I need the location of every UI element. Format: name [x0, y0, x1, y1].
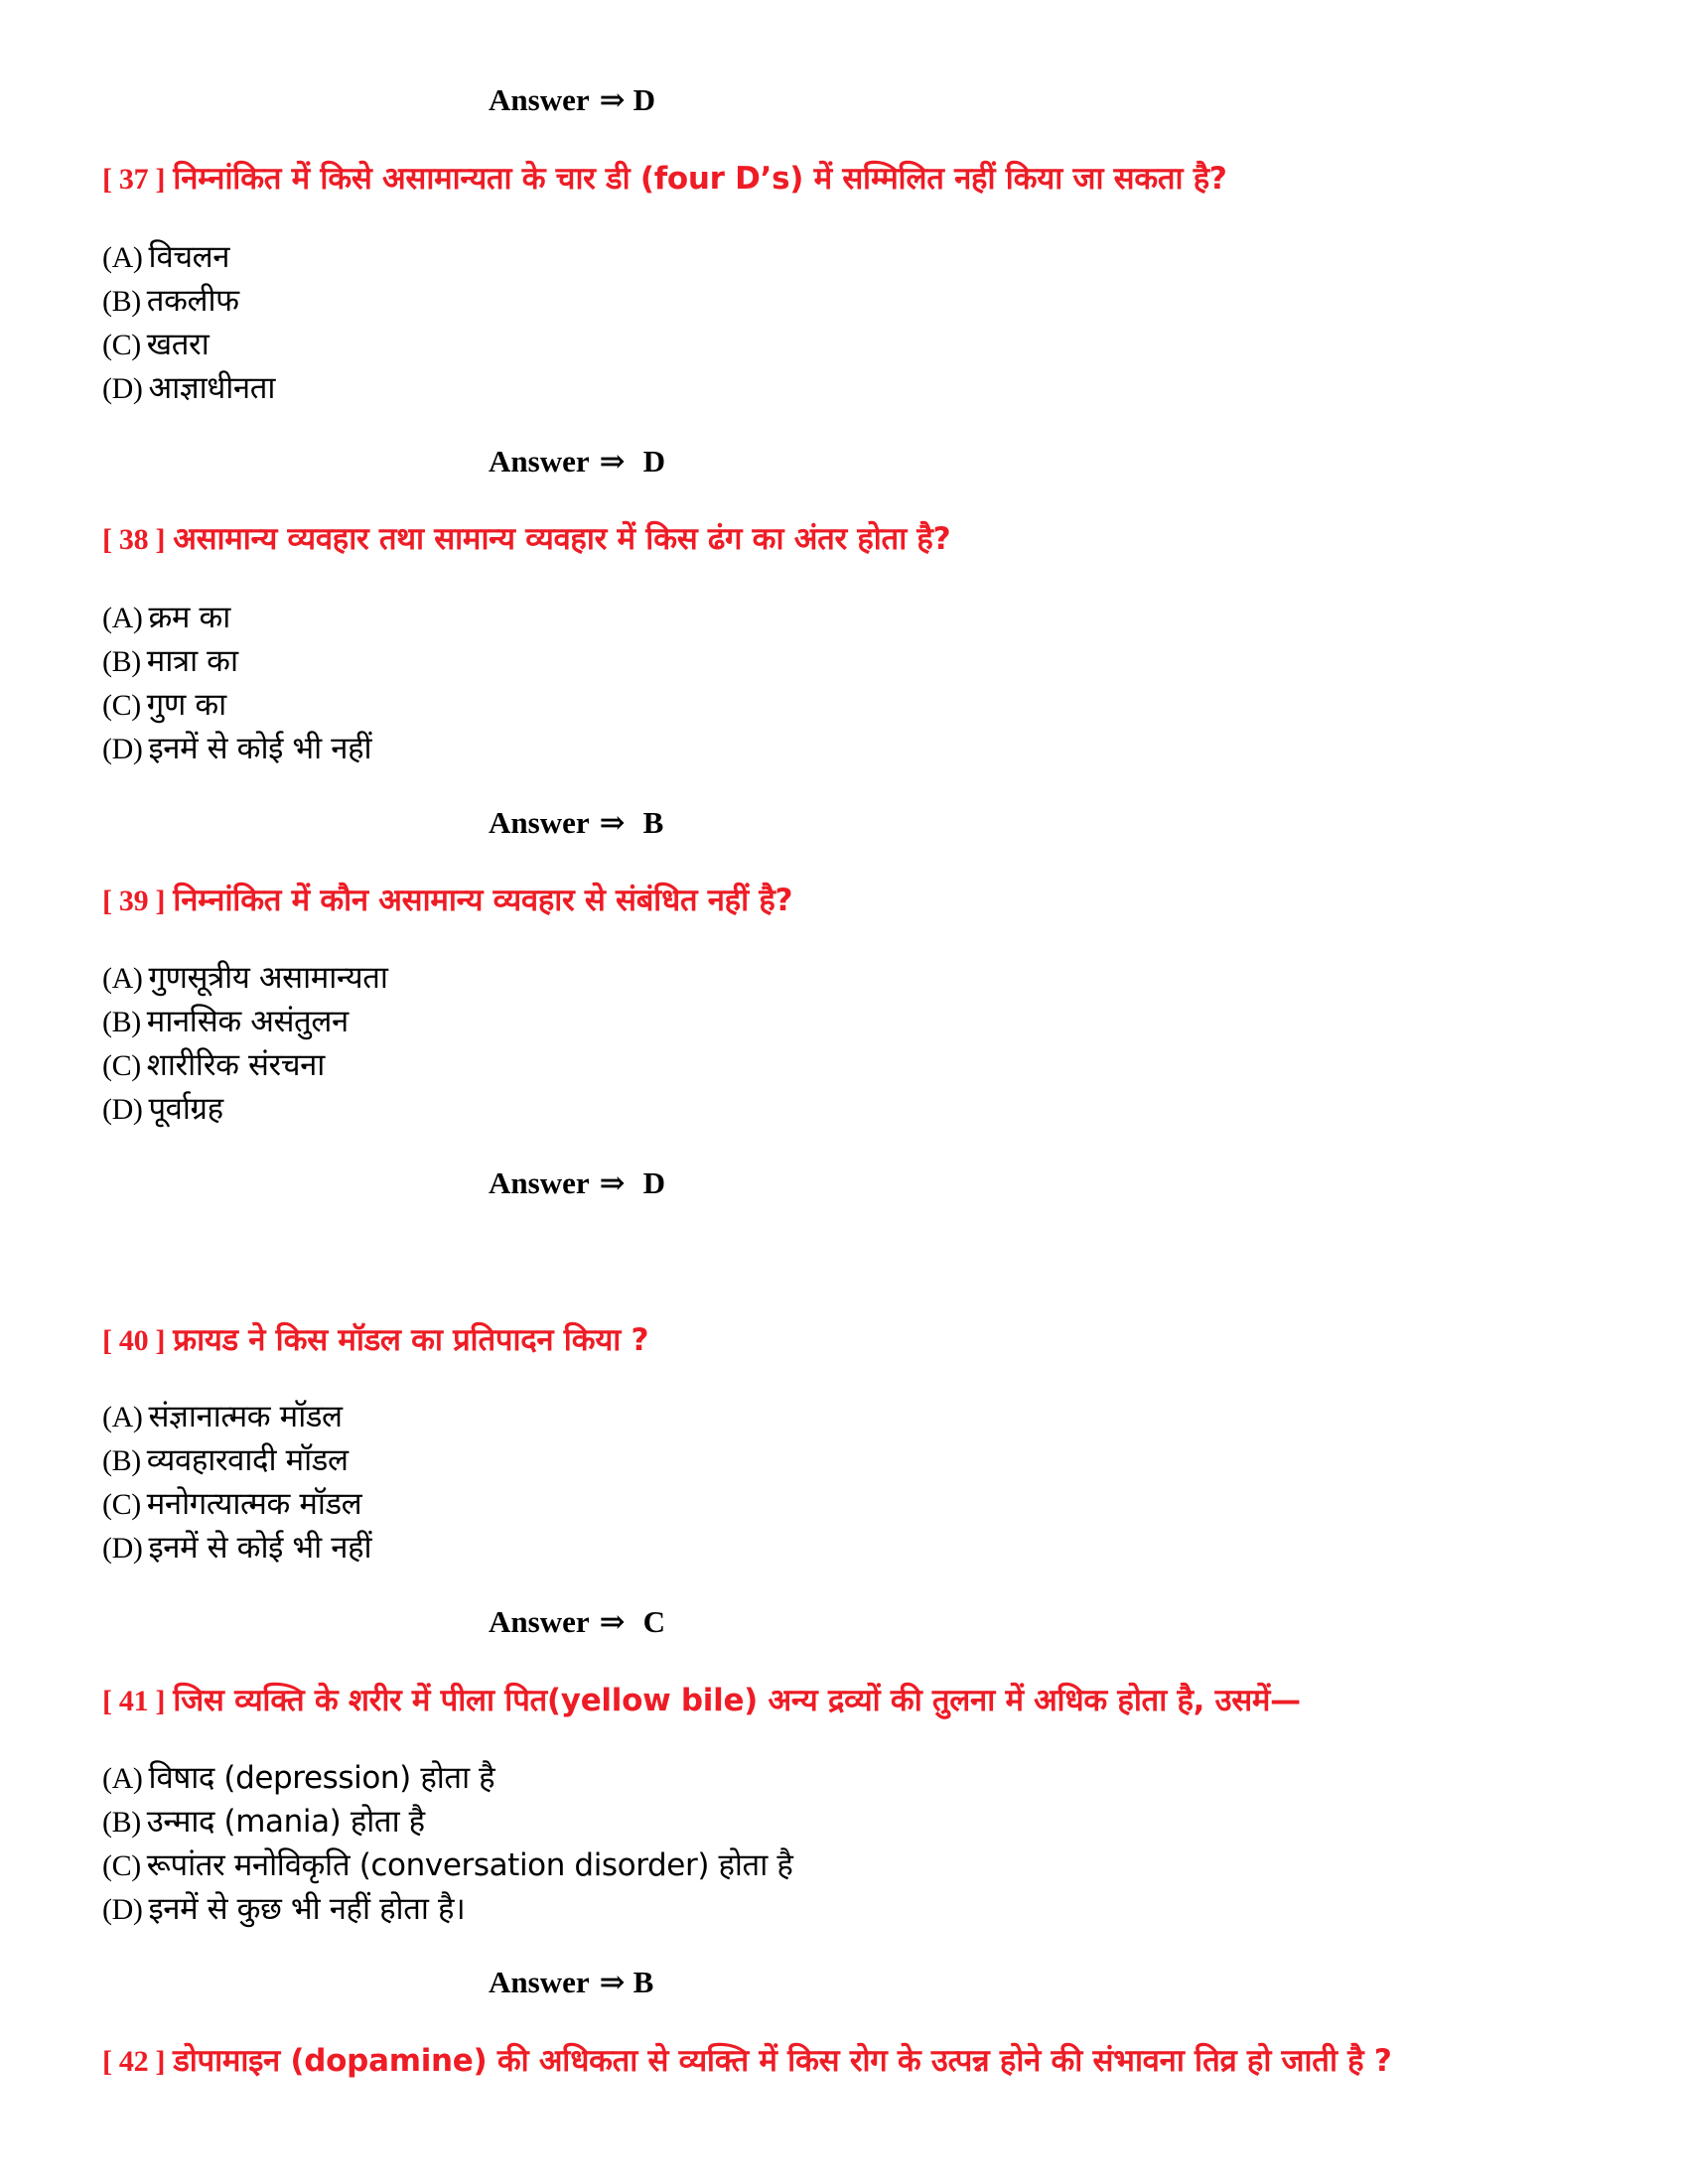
option-text: गुण का	[146, 687, 226, 723]
question-text: असामान्य व्यवहार तथा सामान्य व्यवहार में किस ढंग का अंतर होता है?	[173, 521, 951, 557]
right-arrow-icon: ⇒	[599, 1965, 626, 1999]
answer-label: Answer	[489, 1965, 590, 1999]
answer-line	[489, 80, 655, 120]
option-key: (B)	[102, 1444, 141, 1477]
option-b	[102, 1000, 1592, 1043]
option-text: क्रम का	[148, 600, 230, 635]
option-text: गुणसूत्रीय असामान्यता	[148, 960, 388, 996]
option-c	[102, 1843, 1592, 1887]
option-key: (D)	[102, 372, 143, 405]
option-a	[102, 1395, 1592, 1438]
option-text: शारीरिक संरचना	[146, 1047, 325, 1083]
answer-label: Answer	[489, 444, 590, 478]
answer-line	[489, 1163, 665, 1203]
option-key: (B)	[102, 285, 141, 318]
option-c	[102, 323, 1592, 366]
answer-label: Answer	[489, 1165, 590, 1200]
option-key: (D)	[102, 1532, 143, 1565]
option-text: इनमें से कोई भी नहीं	[148, 731, 372, 766]
question-41	[102, 1678, 1651, 1724]
right-arrow-icon: ⇒	[599, 1165, 626, 1200]
options-list-37	[102, 235, 1592, 410]
option-text: व्यवहारवादी मॉडल	[146, 1442, 349, 1478]
option-key: (D)	[102, 733, 143, 765]
answer-line	[489, 803, 663, 843]
option-key: (C)	[102, 689, 141, 722]
right-arrow-icon: ⇒	[599, 82, 626, 117]
question-text: जिस व्यक्ति के शरीर में पीला पित(yellow bile) अन्य द्रव्यों की तुलना में अधिक होता है, उसमें—	[173, 1683, 1301, 1718]
option-key: (B)	[102, 1806, 141, 1839]
question-39	[102, 878, 1651, 924]
answer-letter: C	[642, 1604, 665, 1639]
question-number: [ 42 ]	[102, 2045, 166, 2078]
question-38	[102, 516, 1651, 563]
option-key: (C)	[102, 1488, 141, 1521]
question-number: [ 38 ]	[102, 523, 166, 556]
option-key: (A)	[102, 1401, 143, 1433]
option-b	[102, 279, 1592, 323]
option-text: तकलीफ	[146, 283, 239, 319]
options-list-39	[102, 956, 1592, 1131]
question-42	[102, 2038, 1651, 2085]
option-text: पूर्वाग्रह	[148, 1091, 223, 1127]
option-key: (A)	[102, 602, 143, 634]
option-d	[102, 366, 1592, 410]
answer-line	[489, 442, 665, 481]
answer-line	[489, 1963, 653, 2002]
option-c	[102, 683, 1592, 727]
question-number: [ 41 ]	[102, 1685, 166, 1717]
option-key: (C)	[102, 1049, 141, 1082]
right-arrow-icon: ⇒	[599, 805, 626, 840]
question-40	[102, 1317, 1651, 1364]
option-key: (B)	[102, 1006, 141, 1038]
option-key: (A)	[102, 241, 143, 274]
option-text: मनोगत्यात्मक मॉडल	[146, 1486, 362, 1522]
option-a	[102, 596, 1592, 639]
option-d	[102, 727, 1592, 770]
question-text: फ्रायड ने किस मॉडल का प्रतिपादन किया ?	[173, 1322, 649, 1358]
option-text: संज्ञानात्मक मॉडल	[148, 1399, 343, 1434]
answer-letter: D	[642, 1165, 665, 1200]
question-number: [ 40 ]	[102, 1324, 166, 1357]
right-arrow-icon: ⇒	[599, 1604, 626, 1639]
option-text: मात्रा का	[146, 643, 238, 679]
option-key: (C)	[102, 1849, 141, 1882]
option-d	[102, 1526, 1592, 1570]
option-key: (C)	[102, 329, 141, 361]
answer-letter: B	[633, 1965, 654, 1999]
question-text: डोपामाइन (dopamine) की अधिकता से व्यक्ति में किस रोग के उत्पन्न होने की संभावना तिव्र हो जाती है ?	[173, 2043, 1392, 2079]
answer-label: Answer	[489, 1604, 590, 1639]
answer-letter: D	[633, 82, 655, 117]
question-text: निम्नांकित में किसे असामान्यता के चार डी (four D’s) में सम्मिलित नहीं किया जा सकता है?	[173, 161, 1227, 197]
answer-line	[489, 1602, 665, 1642]
option-a	[102, 1756, 1592, 1800]
right-arrow-icon: ⇒	[599, 444, 626, 478]
options-list-40	[102, 1395, 1592, 1570]
answer-label: Answer	[489, 82, 590, 117]
option-text: मानसिक असंतुलन	[146, 1004, 349, 1039]
option-b	[102, 1438, 1592, 1482]
option-a	[102, 956, 1592, 1000]
option-c	[102, 1482, 1592, 1526]
question-number: [ 37 ]	[102, 163, 166, 196]
option-text: इनमें से कोई भी नहीं	[148, 1530, 372, 1566]
option-key: (A)	[102, 1762, 143, 1795]
option-text: खतरा	[146, 327, 210, 362]
option-text: विषाद (depression) होता है	[148, 1760, 495, 1796]
option-text: विचलन	[148, 239, 230, 275]
options-list-41	[102, 1756, 1592, 1931]
question-text: निम्नांकित में कौन असामान्य व्यवहार से संबंधित नहीं है?	[173, 883, 793, 918]
option-d	[102, 1887, 1592, 1931]
option-a	[102, 235, 1592, 279]
option-key: (B)	[102, 645, 141, 678]
question-37	[102, 156, 1651, 203]
option-b	[102, 639, 1592, 683]
answer-letter: B	[642, 805, 664, 840]
option-key: (D)	[102, 1893, 143, 1926]
option-key: (A)	[102, 962, 143, 995]
option-c	[102, 1043, 1592, 1087]
option-text: रूपांतर मनोविकृति (conversation disorder) होता है	[146, 1847, 793, 1883]
answer-label: Answer	[489, 805, 590, 840]
answer-letter: D	[642, 444, 665, 478]
option-d	[102, 1087, 1592, 1131]
option-text: आज्ञाधीनता	[148, 370, 276, 406]
question-number: [ 39 ]	[102, 885, 166, 917]
option-text: इनमें से कुछ भी नहीं होता है।	[148, 1891, 466, 1927]
option-key: (D)	[102, 1093, 143, 1126]
option-b	[102, 1800, 1592, 1843]
options-list-38	[102, 596, 1592, 770]
option-text: उन्माद (mania) होता है	[146, 1804, 425, 1840]
